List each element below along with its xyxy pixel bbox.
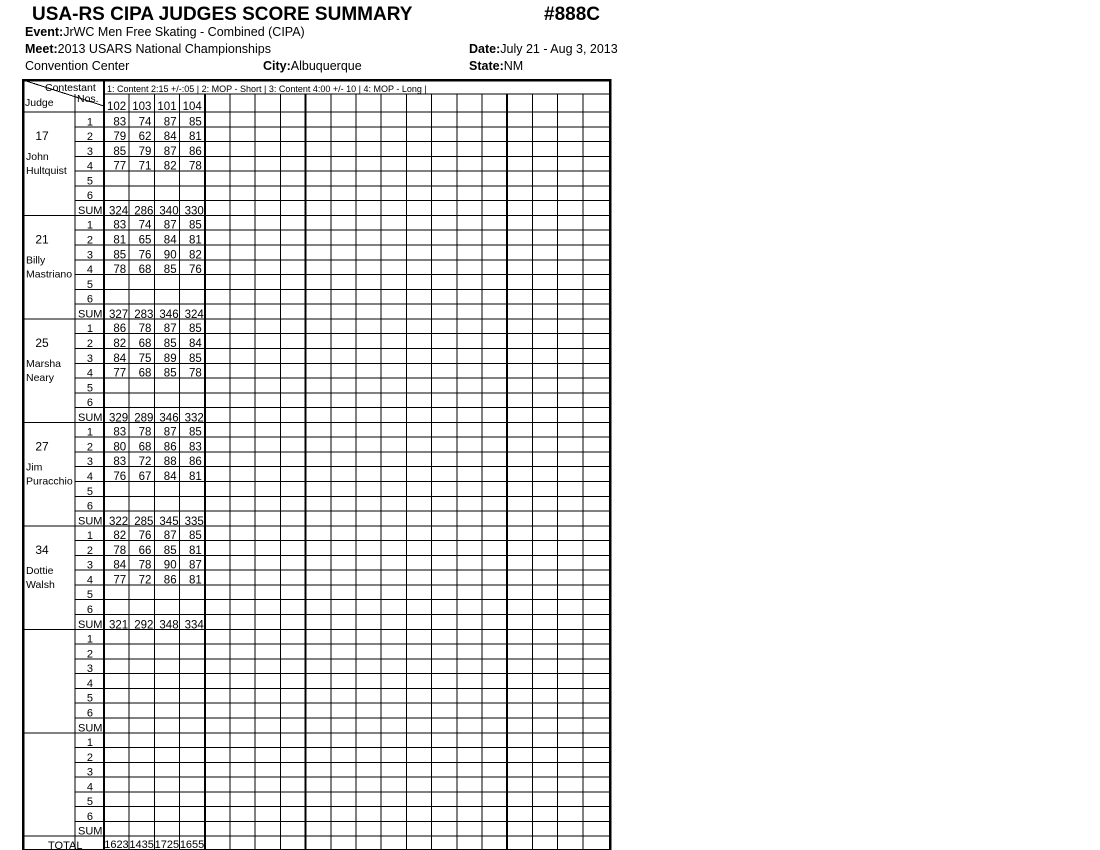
score-value: 84 <box>113 352 127 365</box>
judge-first-name: Jim <box>26 461 43 474</box>
score-value: 90 <box>163 559 177 572</box>
score-value: 78 <box>189 160 202 173</box>
score-value: 84 <box>189 337 202 350</box>
row-number-label: 5 <box>86 692 93 705</box>
row-number-label: 1 <box>86 426 93 439</box>
row-number-label: 4 <box>86 264 93 277</box>
score-value: 85 <box>163 264 177 277</box>
contestant-number: 101 <box>157 101 177 113</box>
city-value: Albuquerque <box>290 59 362 73</box>
score-value: 76 <box>113 471 127 483</box>
row-number-label: 1 <box>86 530 93 543</box>
sum-value: 285 <box>134 515 154 528</box>
sum-row-label: SUM <box>78 515 103 528</box>
date-label: Date: <box>469 42 501 56</box>
event-label: Event: <box>25 25 64 39</box>
score-value: 81 <box>189 544 202 557</box>
row-number-label: 2 <box>86 131 93 144</box>
score-value: 88 <box>163 456 177 469</box>
row-number-label: 4 <box>86 367 93 380</box>
corner-judge-label: Judge <box>25 97 54 109</box>
score-value: 83 <box>113 456 127 469</box>
corner-nos-label: Nos. <box>77 93 99 105</box>
corner-contestant-label: Contestant <box>45 82 96 94</box>
row-number-label: 2 <box>86 751 93 764</box>
row-number-label: 6 <box>86 604 93 617</box>
row-number-label: 6 <box>86 707 93 720</box>
score-value: 83 <box>113 426 127 439</box>
row-number-label: 3 <box>86 766 93 779</box>
score-value: 84 <box>163 234 177 247</box>
score-value: 85 <box>113 249 127 262</box>
total-value: 1655 <box>179 839 205 850</box>
score-value: 89 <box>163 352 177 365</box>
sum-value: 283 <box>134 308 154 321</box>
score-value: 79 <box>138 145 152 158</box>
row-number-label: 3 <box>86 145 93 158</box>
score-value: 86 <box>189 145 202 158</box>
judge-number: 25 <box>35 335 49 350</box>
row-number-label: 6 <box>86 810 93 823</box>
score-value: 85 <box>189 323 202 336</box>
score-value: 72 <box>138 456 152 469</box>
row-number-label: 2 <box>86 648 93 661</box>
score-value: 68 <box>138 367 152 380</box>
score-value: 76 <box>189 264 202 277</box>
score-value: 87 <box>189 559 202 572</box>
total-value: 1435 <box>129 839 154 850</box>
score-value: 78 <box>113 544 127 557</box>
event-value: JrWC Men Free Skating - Combined (CIPA) <box>63 25 305 39</box>
score-value: 85 <box>189 530 202 543</box>
score-value: 80 <box>113 441 127 454</box>
score-value: 87 <box>163 323 177 336</box>
row-number-label: 1 <box>86 737 93 750</box>
judge-number: 27 <box>35 439 49 454</box>
score-value: 68 <box>138 337 152 350</box>
row-number-label: 5 <box>86 796 93 809</box>
score-value: 84 <box>163 471 177 483</box>
contestant-number: 102 <box>107 101 127 113</box>
score-value: 87 <box>163 530 177 543</box>
sum-value: 335 <box>184 515 204 528</box>
row-number-label: 2 <box>86 441 93 454</box>
sum-value: 324 <box>109 205 129 218</box>
row-number-label: 4 <box>86 574 93 587</box>
page-title: USA-RS CIPA JUDGES SCORE SUMMARY <box>32 4 413 25</box>
score-value: 81 <box>189 574 202 587</box>
row-number-label: 3 <box>86 352 93 365</box>
score-value: 67 <box>138 471 152 483</box>
score-value: 77 <box>113 574 127 587</box>
score-value: 74 <box>138 116 152 129</box>
score-value: 62 <box>138 131 152 144</box>
score-value: 76 <box>138 249 152 262</box>
score-value: 77 <box>113 160 127 173</box>
report-id: #888C <box>544 4 600 25</box>
score-value: 78 <box>138 323 152 336</box>
score-value: 66 <box>138 544 152 557</box>
score-value: 85 <box>163 544 177 557</box>
score-value: 83 <box>113 116 127 129</box>
score-value: 76 <box>138 530 152 543</box>
judge-number: 17 <box>35 129 49 143</box>
row-number-label: 6 <box>86 500 93 513</box>
score-value: 74 <box>138 219 152 232</box>
row-number-label: 3 <box>86 559 93 572</box>
sum-value: 332 <box>184 412 204 425</box>
city-label: City: <box>263 59 291 73</box>
total-label: TOTAL <box>48 840 83 850</box>
state-label: State: <box>469 59 504 73</box>
score-value: 85 <box>189 116 202 129</box>
score-value: 81 <box>189 471 202 483</box>
sum-value: 340 <box>159 205 179 218</box>
sum-value: 292 <box>134 619 154 632</box>
date-value: July 21 - Aug 3, 2013 <box>500 42 618 56</box>
sum-row-label: SUM <box>78 204 103 217</box>
row-number-label: 1 <box>86 323 93 336</box>
score-value: 85 <box>113 145 127 158</box>
score-value: 86 <box>189 456 202 469</box>
score-value: 85 <box>163 367 177 380</box>
sum-value: 324 <box>184 308 204 321</box>
row-number-label: 6 <box>86 397 93 410</box>
score-value: 90 <box>163 249 177 262</box>
score-value: 68 <box>138 264 152 277</box>
judge-first-name: John <box>26 151 49 163</box>
score-value: 78 <box>189 367 202 380</box>
score-value: 85 <box>163 337 177 350</box>
score-value: 85 <box>189 352 202 365</box>
row-number-label: 2 <box>86 234 93 247</box>
score-value: 84 <box>163 131 177 144</box>
row-number-label: 1 <box>86 116 93 129</box>
sum-row-label: SUM <box>78 308 103 321</box>
score-value: 65 <box>138 234 152 247</box>
score-value: 86 <box>113 323 127 336</box>
sum-row-label: SUM <box>78 411 103 424</box>
score-value: 82 <box>113 337 127 350</box>
score-value: 78 <box>138 426 152 439</box>
state-value: NM <box>503 59 524 73</box>
score-value: 81 <box>189 234 202 247</box>
sum-value: 329 <box>109 412 129 425</box>
score-value: 81 <box>113 234 127 247</box>
row-number-label: 4 <box>86 160 93 173</box>
sum-value: 348 <box>159 619 179 632</box>
row-number-label: 1 <box>86 633 93 646</box>
score-value: 79 <box>113 131 127 144</box>
score-value: 85 <box>189 426 202 439</box>
score-value: 87 <box>163 145 177 158</box>
score-value: 86 <box>163 574 177 587</box>
score-value: 71 <box>138 160 152 173</box>
row-number-label: 5 <box>86 485 93 498</box>
score-value: 82 <box>189 249 202 262</box>
sum-value: 330 <box>184 205 204 218</box>
score-value: 83 <box>113 219 127 232</box>
judge-last-name: Puracchio <box>26 475 73 488</box>
sum-row-label: SUM <box>78 618 103 631</box>
sum-value: 322 <box>109 515 129 528</box>
sum-value: 346 <box>159 412 179 425</box>
sum-value: 286 <box>134 205 154 218</box>
row-number-label: 4 <box>86 677 93 690</box>
row-number-label: 3 <box>86 456 93 469</box>
row-number-label: 3 <box>86 249 93 262</box>
score-value: 87 <box>163 116 177 129</box>
sum-value: 321 <box>109 619 129 632</box>
row-number-label: 6 <box>86 190 93 203</box>
venue-value: Convention Center <box>25 59 130 73</box>
score-value: 84 <box>113 559 127 572</box>
score-value: 86 <box>163 441 177 454</box>
judge-first-name: Billy <box>26 254 46 267</box>
sum-value: 345 <box>159 515 179 528</box>
score-value: 81 <box>189 131 202 144</box>
judge-last-name: Walsh <box>26 578 55 591</box>
judge-first-name: Marsha <box>26 357 62 370</box>
sum-value: 334 <box>184 619 204 632</box>
judge-last-name: Hultquist <box>26 165 67 177</box>
score-value: 68 <box>138 441 152 454</box>
judge-number: 34 <box>35 542 49 557</box>
total-value: 1623 <box>104 839 129 850</box>
score-value: 82 <box>113 530 127 543</box>
sum-value: 327 <box>109 308 129 321</box>
contestant-number: 104 <box>182 101 202 113</box>
row-number-label: 5 <box>86 278 93 291</box>
judge-last-name: Neary <box>26 371 55 384</box>
sum-row-label: SUM <box>78 825 103 838</box>
sum-value: 346 <box>159 308 179 321</box>
row-number-label: 1 <box>86 219 93 232</box>
row-number-label: 2 <box>86 544 93 557</box>
score-value: 78 <box>113 264 127 277</box>
score-value: 77 <box>113 367 127 380</box>
row-number-label: 5 <box>86 382 93 395</box>
score-value: 82 <box>163 160 177 173</box>
score-value: 85 <box>189 219 202 232</box>
judge-first-name: Dottie <box>26 564 54 577</box>
row-number-label: 4 <box>86 471 93 483</box>
score-value: 87 <box>163 426 177 439</box>
legend-text: 1: Content 2:15 +/-:05 | 2: MOP - Short | 3: Content 4:00 +/- 10 | 4: MOP - Long | <box>107 84 427 94</box>
judge-last-name: Mastriano <box>26 268 73 281</box>
score-value: 75 <box>138 352 152 365</box>
row-number-label: 5 <box>86 589 93 602</box>
score-value: 87 <box>163 219 177 232</box>
total-value: 1725 <box>154 839 180 850</box>
score-value: 72 <box>138 574 152 587</box>
meet-value: 2013 USARS National Championships <box>57 42 271 56</box>
row-number-label: 6 <box>86 293 93 306</box>
judge-number: 21 <box>35 232 49 247</box>
meet-label: Meet: <box>25 42 58 56</box>
score-value: 83 <box>189 441 202 454</box>
score-value: 78 <box>138 559 152 572</box>
row-number-label: 5 <box>86 175 93 188</box>
row-number-label: 3 <box>86 663 93 676</box>
contestant-number: 103 <box>132 101 152 113</box>
row-number-label: 4 <box>86 781 93 794</box>
sum-row-label: SUM <box>78 722 103 735</box>
table-frame <box>23 80 610 850</box>
sum-value: 289 <box>134 412 154 425</box>
row-number-label: 2 <box>86 337 93 350</box>
